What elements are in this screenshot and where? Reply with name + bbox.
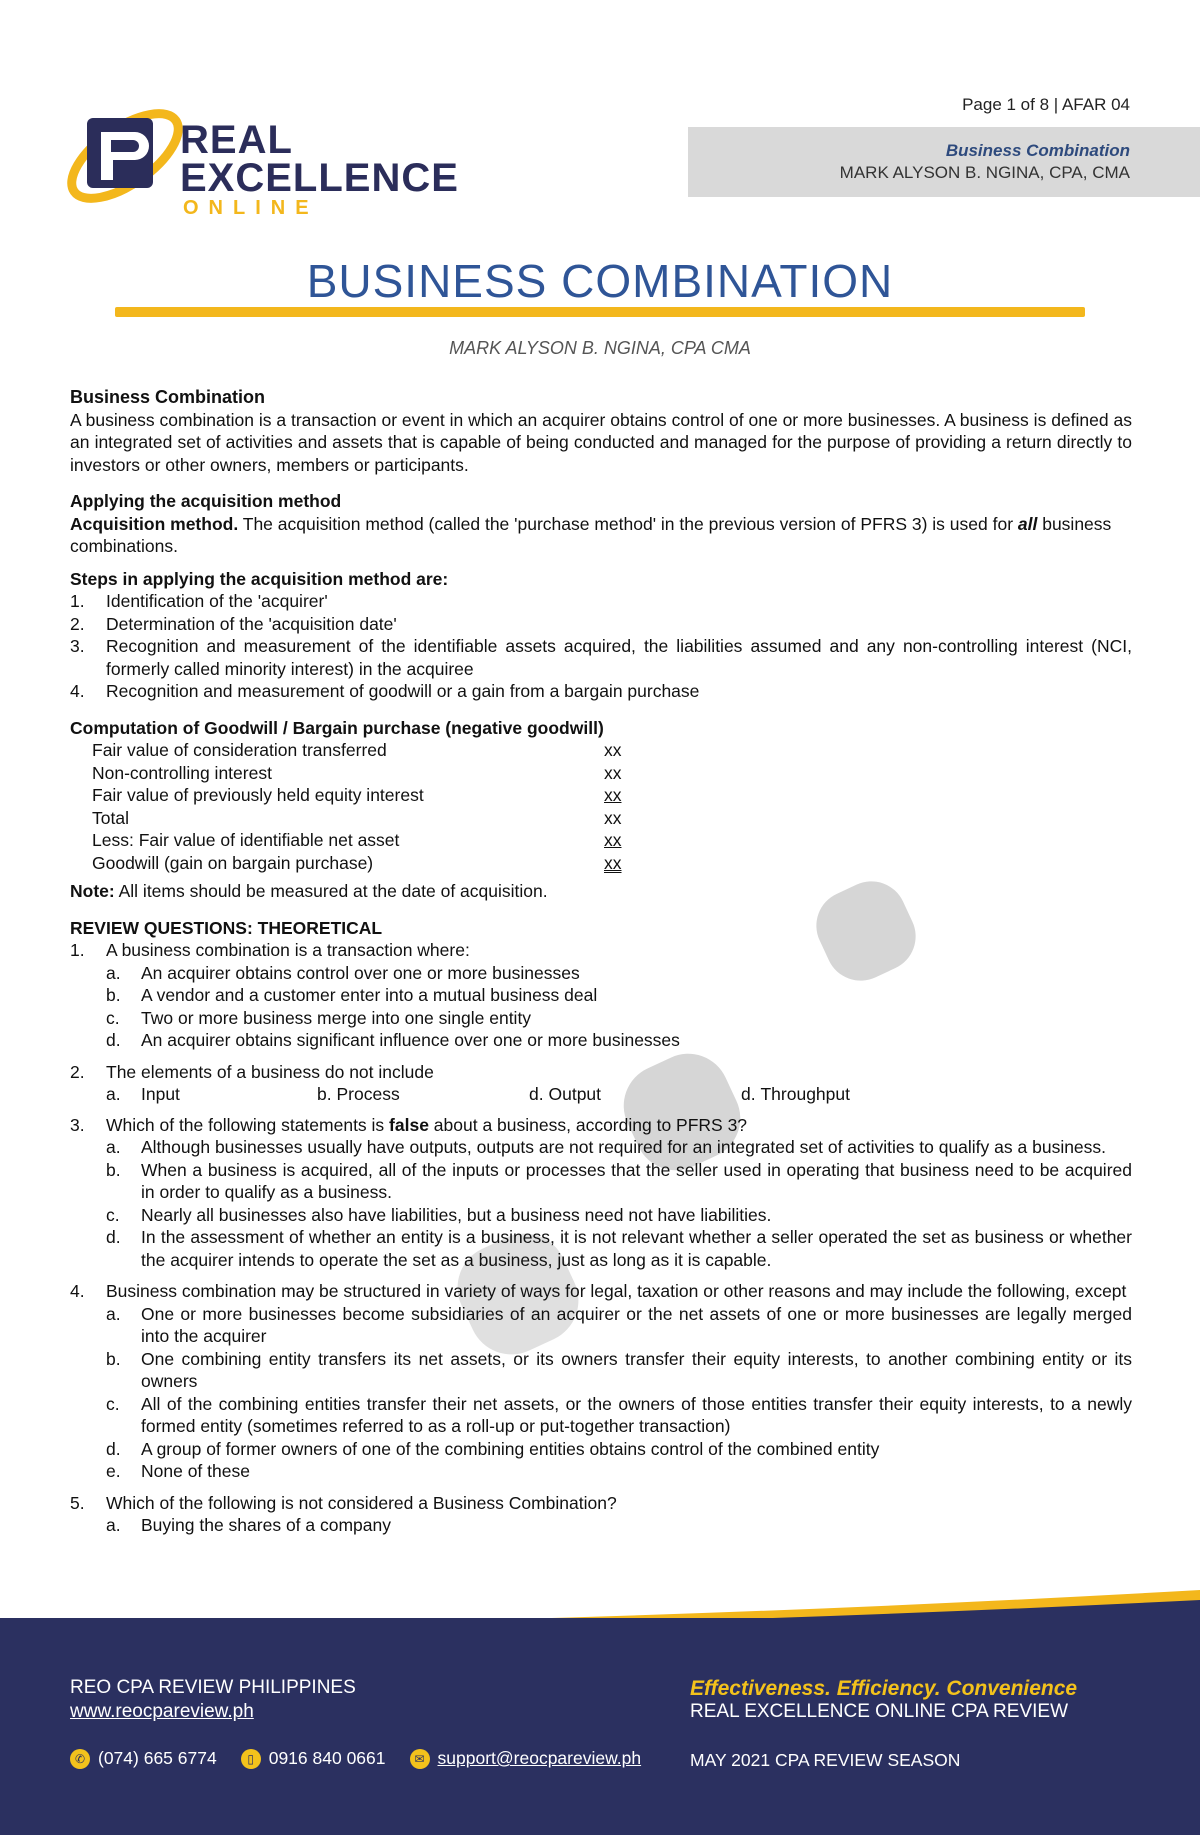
row-label: Non-controlling interest [92,762,272,783]
choice-letter: d. [106,1227,121,1247]
footer-website-link[interactable]: www.reocpareview.ph [70,1701,254,1722]
question-text: A business combination is a transaction where: [106,940,470,960]
section-heading: Applying the acquisition method [70,491,342,511]
footer-season: MAY 2021 CPA REVIEW SEASON [690,1750,961,1770]
row-value: xx [604,785,622,805]
list-text: Recognition and measurement of goodwill or a gain from a bargain purchase [106,681,700,701]
choice-text: None of these [141,1461,250,1481]
logo-text-excellence: EXCELLENCE [180,156,459,200]
text: Which of the following statements is [106,1114,390,1135]
computation-row [70,829,1132,852]
choice-text: Buying the shares of a company [141,1515,392,1535]
email-icon: ✉ [410,1749,430,1769]
footer-contacts [70,1748,641,1769]
emphasis: false [389,1114,429,1135]
choice [106,1460,1132,1483]
list-item [70,590,1132,613]
list-text: Identification of the 'acquirer' [106,591,328,611]
question [70,1061,1132,1084]
row-label: Less: Fair value of identifiable net asset [92,830,400,850]
emphasis: all [1017,513,1038,534]
brand-logo [55,88,465,218]
question-text [106,1114,1132,1137]
choice [529,1083,741,1106]
choice-letter: c. [106,1007,120,1028]
computation-row [70,784,1132,807]
choice-letter: a. [106,1137,121,1157]
list-item [70,680,1132,703]
list-text: Recognition and measurement of the identifiable assets acquired, the liabilities assumed and any non-controlling interest (NCI, formerly called minority interest) in the acquiree [106,636,1132,679]
choice [106,984,1132,1007]
choice-letter: d. [106,1438,121,1459]
page-title: BUSINESS COMBINATION [306,255,894,307]
choice [106,1303,1132,1348]
phone-icon: ✆ [70,1749,90,1769]
row-label: Goodwill (gain on bargain purchase) [92,852,374,873]
choice-text: All of the combining entities transfer their net assets, or the owners of those entities transfer their equity interests, to a newly formed entity (sometimes referred to as a roll-up or put-together transaction) [141,1393,1132,1436]
list-number: 2. [70,613,85,634]
choice-text: Nearly all businesses also have liabilities, but a business need not have liabilities. [141,1204,772,1225]
choice [106,1159,1132,1204]
choice-text: One or more businesses become subsidiaries of an acquirer or the net assets of one or more businesses are legally merged into the acquirer [141,1303,1132,1346]
row-value: xx [604,830,622,850]
computation-row [70,852,1132,875]
choice-letter: a. [106,1084,121,1104]
section-heading: Steps in applying the acquisition method are: [70,568,449,589]
paragraph: A business combination is a transaction or event in which an acquirer obtains control of one or more businesses. A business is defined as an integrated set of activities and assets that is capable of being conducted and managed for the purpose of providing a return directly to investors or other owners, members or participants. [70,409,1132,475]
choice-text: A vendor and a customer enter into a mutual business deal [141,985,598,1005]
text: about a business, according to PFRS 3? [428,1114,748,1135]
choice [106,1083,317,1106]
choice-letter: c. [106,1393,120,1414]
section-heading: Computation of Goodwill / Bargain purchase (negative goodwill) [70,717,604,738]
choice [106,1226,1132,1271]
question-text: Which of the following is not considered a Business Combination? [106,1492,617,1513]
choice-text: Although businesses usually have outputs, outputs are not required for an integrated set of activities to qualify as a business. [141,1137,1107,1157]
header-author: MARK ALYSON B. NGINA, CPA, CMA [839,163,1130,182]
computation-row [70,762,1132,785]
text: business combinations. [70,513,1112,556]
choice-letter: c. [106,1204,120,1225]
bold-lead: Acquisition method. [70,513,239,534]
header-topic-box [688,127,1200,197]
list-text: Determination of the 'acquisition date' [106,613,397,634]
list-number: 1. [70,591,85,611]
choice [741,1083,850,1106]
row-value: xx [604,852,622,873]
choice-letter: a. [106,1303,121,1324]
computation-row [70,807,1132,830]
question [70,1114,1132,1137]
choice-text: An acquirer obtains significant influence over one or more businesses [141,1030,680,1050]
mobile-icon: ▯ [241,1749,261,1769]
row-label: Fair value of consideration transferred [92,740,387,760]
note-label: Note: [70,881,115,901]
choice-letter: a. [106,1515,121,1535]
choice [106,1438,1132,1461]
question-number: 3. [70,1114,85,1135]
row-value: xx [604,807,622,828]
phone-landline[interactable]: (074) 665 6774 [98,1748,217,1768]
document-body [70,386,1132,1537]
choice [106,1136,1132,1159]
row-value: xx [604,740,622,760]
paragraph [70,513,1132,558]
choice-letter: b. [106,1348,121,1369]
choice [317,1083,529,1106]
question [70,939,1132,962]
list-item [70,635,1132,680]
choice-text: An acquirer obtains control over one or more businesses [141,962,580,983]
inline-choices [106,1083,1132,1106]
row-label: Total [92,807,129,828]
author-line: MARK ALYSON B. NGINA, CPA CMA [449,338,751,358]
note [70,880,1132,903]
page-info: Page 1 of 8 | AFAR 04 [962,95,1130,114]
choice-text: Process [336,1084,400,1104]
computation-row [70,739,1132,762]
logo-text-online: ONLINE [183,197,319,219]
choice-text: When a business is acquired, all of the inputs or processes that the seller used in operating that business need to be acquired in order to qualify as a business. [141,1159,1132,1202]
choice [106,1204,1132,1227]
choice-letter: d. [529,1084,544,1104]
choice [106,1007,1132,1030]
choice-letter: b. [317,1084,332,1104]
choice-letter: e. [106,1461,121,1481]
logo-mark-icon [55,88,195,218]
logo-text-real: REAL [180,118,293,162]
choice-text: A group of former owners of one of the combining entities obtains control of the combined entity [141,1438,880,1459]
question [70,1280,1132,1303]
text: The acquisition method (called the 'purchase method' in the previous version of PFRS 3) is used for [238,513,1018,534]
choice-letter: b. [106,1159,121,1180]
question-number: 1. [70,940,85,960]
question-number: 2. [70,1061,85,1082]
choice [106,1029,1132,1052]
list-number: 3. [70,636,85,656]
footer-brand: REAL EXCELLENCE ONLINE CPA REVIEW [690,1701,1069,1722]
list-number: 4. [70,681,85,701]
question-text: The elements of a business do not include [106,1061,434,1082]
choice-letter: a. [106,962,121,983]
choice-letter: d. [106,1030,121,1050]
choice [106,1348,1132,1393]
section-heading: REVIEW QUESTIONS: THEORETICAL [70,917,383,938]
choice-text: Throughput [760,1084,850,1104]
question-text: Business combination may be structured in variety of ways for legal, taxation or other reasons and may include the following, except [106,1281,1127,1301]
header-topic: Business Combination [945,141,1130,160]
email-link[interactable]: support@reocpareview.ph [437,1748,642,1768]
row-label: Fair value of previously held equity interest [92,785,424,805]
choice-text: Two or more business merge into one single entity [141,1007,532,1028]
phone-mobile[interactable]: 0916 840 0661 [268,1748,386,1768]
choice-text: In the assessment of whether an entity is a business, it is not relevant whether a seller operated the set as business or whether the acquirer intends to operate the set as a business, just as long as it is capable. [141,1227,1132,1270]
choice [106,1393,1132,1438]
choice [106,962,1132,985]
note-text: All items should be measured at the date of acquisition. [114,881,548,901]
footer [0,1618,1200,1835]
question-number: 5. [70,1492,85,1513]
section-heading: Business Combination [70,387,266,407]
choice-text: One combining entity transfers its net assets, or its owners transfer their equity interests, to another combining entity or its owners [141,1348,1132,1391]
choice-text: Input [141,1084,180,1104]
footer-tagline: Effectiveness. Efficiency. Convenience [690,1677,1078,1700]
question-number: 4. [70,1281,85,1301]
list-item [70,613,1132,636]
row-value: xx [604,762,622,783]
title-underline [115,307,1085,317]
choice-text: Output [548,1084,602,1104]
choice-letter: d. [741,1084,756,1104]
choice [106,1514,1132,1537]
footer-org: REO CPA REVIEW PHILIPPINES [70,1677,356,1698]
question [70,1492,1132,1515]
choice-letter: b. [106,985,121,1005]
